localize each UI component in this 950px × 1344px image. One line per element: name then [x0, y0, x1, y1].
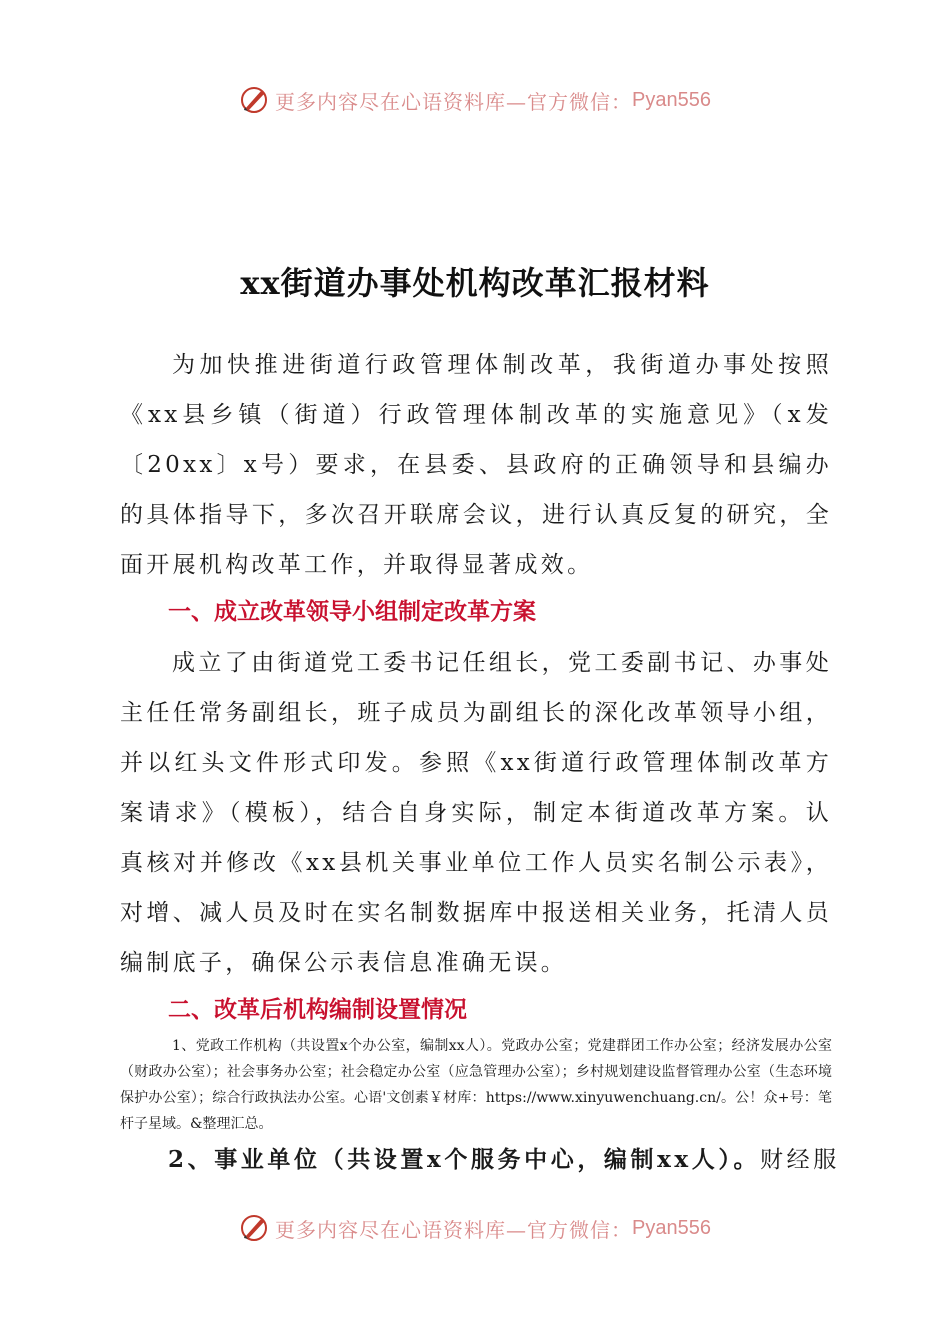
banner-wechat-id: Pyan556 — [632, 88, 711, 111]
top-watermark-banner — [0, 80, 950, 120]
banner-text: 更多内容尽在心语资料库—官方微信： — [275, 1217, 633, 1242]
section2-item2-bold: 2、事业单位（共设置x个服务中心，编制xx人）。 — [168, 1146, 761, 1173]
bottom-watermark-banner — [0, 1208, 950, 1248]
quill-pen-logo-icon — [239, 1213, 269, 1243]
section1-heading: 一、成立改革领导小组制定改革方案 — [168, 599, 536, 625]
intro-paragraph: 为加快推进街道行政管理体制改革，我街道办事处按照《xx县乡镇（街道）行政管理体制改革的实施意见》（x发〔20xx〕x号）要求，在县委、县政府的正确领导和县编办的具体指导下，多次召开联席会议，进行认真反复的研究，全面开展机构改革工作，并取得显著成效。 — [120, 352, 832, 578]
quill-pen-logo-icon — [239, 85, 269, 115]
section2-item2 — [168, 1140, 840, 1180]
section1-body: 成立了由街道党工委书记任组长，党工委副书记、办事处主任任常务副组长，班子成员为副组长的深化改革领导小组，并以红头文件形式印发。参照《xx街道行政管理体制改革方案请求》（模板），结合自身实际，制定本街道改革方案。认真核对并修改《xx县机关事业单位工作人员实名制公示表》，对增、减人员及时在实名制数据库中报送相关业务，托清人员编制底子，确保公示表信息准确无误。 — [120, 650, 832, 976]
section2-heading: 二、改革后机构编制设置情况 — [168, 997, 467, 1023]
section2-item2-rest: 财经服 — [760, 1147, 840, 1173]
document-title: xx街道办事处机构改革汇报材料 — [240, 264, 710, 302]
banner-wechat-id: Pyan556 — [632, 1216, 711, 1239]
section2-item1: 1、党政工作机构（共设置x个办公室，编制xx人）。党政办公室；党建群团工作办公室；经济发展办公室（财政办公室）；社会事务办公室；社会稳定办公室（应急管理办公室）；乡村规划建设监督管理办公室（生态环境保护办公室）；综合行政执法办公室。心语'文创素￥材库：https://www.xinyuwenchuang.cn/。公！众+号：笔杆子星域。&整理汇总。 — [120, 1038, 832, 1132]
banner-text: 更多内容尽在心语资料库—官方微信： — [275, 89, 633, 114]
